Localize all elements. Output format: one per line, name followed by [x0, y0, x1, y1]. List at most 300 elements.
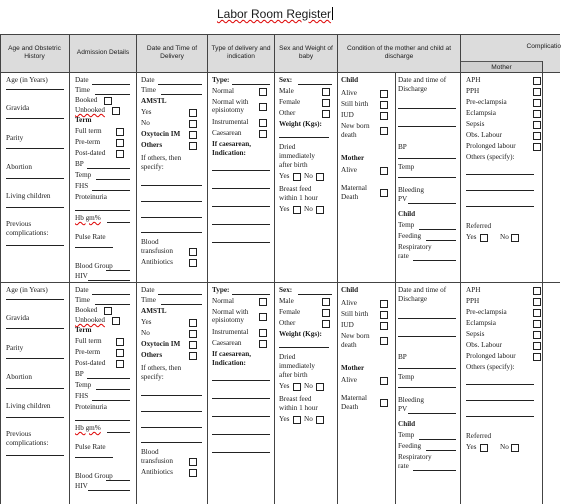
bf-no-label: No: [304, 415, 313, 423]
fill-line[interactable]: [6, 245, 64, 246]
bf-no-checkbox[interactable]: [316, 206, 324, 214]
header-complications: Complicatio: [526, 43, 561, 50]
hb-label: Hb gm%: [75, 214, 101, 222]
dried-yes-checkbox[interactable]: [293, 173, 301, 181]
fill-line[interactable]: [158, 84, 202, 85]
discharge-temp-label: Temp: [398, 163, 415, 171]
maternal-death-checkbox[interactable]: [380, 399, 388, 407]
fill-line[interactable]: [141, 217, 202, 218]
fill-line[interactable]: [212, 170, 270, 171]
respiratory-label: Respiratory: [398, 453, 432, 461]
complications-label: complications:: [6, 439, 49, 447]
eclampsia-checkbox[interactable]: [533, 320, 541, 328]
postdated-checkbox[interactable]: [116, 360, 124, 368]
aph-label: APH: [466, 286, 481, 294]
normal-episiotomy-label: Normal with: [212, 98, 249, 106]
obs-labour-checkbox[interactable]: [533, 132, 541, 140]
fill-line[interactable]: [279, 137, 329, 138]
child-temp-label: Temp: [398, 431, 415, 439]
amstl-no-checkbox[interactable]: [189, 120, 197, 128]
fill-line[interactable]: [141, 232, 202, 233]
pph-checkbox[interactable]: [533, 88, 541, 96]
stillbirth-label: Still birth: [341, 100, 369, 108]
discharge-child-label: Child: [398, 420, 416, 428]
fill-line[interactable]: [466, 174, 534, 175]
bf-yes-checkbox[interactable]: [293, 206, 301, 214]
fill-line[interactable]: [75, 457, 113, 458]
fill-line[interactable]: [466, 190, 534, 191]
header-mother: Mother: [461, 61, 542, 73]
abortion-label: Abortion: [6, 373, 32, 381]
transfusion-label: transfusion: [141, 457, 173, 465]
bf-no-checkbox[interactable]: [316, 416, 324, 424]
immediately-label: immediately: [279, 362, 315, 370]
fill-line[interactable]: [158, 294, 202, 295]
fill-line[interactable]: [141, 427, 202, 428]
dried-label: Dried: [279, 353, 296, 361]
child-label: Child: [341, 76, 359, 84]
fill-line[interactable]: [419, 229, 456, 230]
fullterm-checkbox[interactable]: [116, 128, 124, 136]
fill-line[interactable]: [6, 148, 64, 149]
episiotomy-label: episiotomy: [212, 106, 244, 114]
eclampsia-checkbox[interactable]: [533, 110, 541, 118]
fill-line[interactable]: [88, 280, 130, 281]
after-birth-label: after birth: [279, 371, 308, 379]
newborn-label: New born: [341, 332, 370, 340]
delivery-date-label: Date: [141, 286, 155, 294]
fill-line[interactable]: [398, 368, 456, 369]
fill-line[interactable]: [92, 84, 130, 85]
admission-date-label: Date: [75, 286, 89, 294]
fill-line[interactable]: [426, 450, 456, 451]
fill-line[interactable]: [92, 190, 130, 191]
admission-date-label: Date: [75, 76, 89, 84]
delivery-date-label: Date: [141, 76, 155, 84]
mother-alive-checkbox[interactable]: [380, 377, 388, 385]
fill-line[interactable]: [107, 222, 130, 223]
resp-rate-label: rate: [398, 462, 409, 470]
normal-episiotomy-label: Normal with: [212, 308, 249, 316]
fill-line[interactable]: [87, 378, 130, 379]
preeclampsia-checkbox[interactable]: [533, 309, 541, 317]
prolonged-labour-checkbox[interactable]: [533, 353, 541, 361]
fill-line[interactable]: [96, 179, 130, 180]
amstl-yes-checkbox[interactable]: [189, 319, 197, 327]
fill-line[interactable]: [398, 126, 456, 127]
fill-line[interactable]: [141, 185, 202, 186]
postdated-label: Post-dated: [75, 359, 106, 367]
breastfeed-label: Breast feed: [279, 185, 312, 193]
feeding-label: Feeding: [398, 232, 422, 240]
fill-line[interactable]: [6, 388, 64, 389]
referred-no-checkbox[interactable]: [511, 234, 519, 242]
fill-line[interactable]: [408, 203, 456, 204]
fill-line[interactable]: [298, 294, 332, 295]
header-condition: Condition of the mother and child at discharge: [346, 45, 452, 60]
oxytocin-label: Oxytocin IM: [141, 130, 181, 138]
living-children-label: Living children: [6, 402, 51, 410]
maternal-death-label: Death: [341, 193, 359, 201]
complications-label: complications:: [6, 229, 49, 237]
parity-label: Parity: [6, 344, 24, 352]
complication-others-label: Others (specify):: [466, 153, 515, 161]
aph-checkbox[interactable]: [533, 77, 541, 85]
discharge-label: Discharge: [398, 295, 428, 303]
aph-checkbox[interactable]: [533, 287, 541, 295]
maternal-death-checkbox[interactable]: [380, 189, 388, 197]
other-label: Other: [279, 109, 296, 117]
term-label: Term: [75, 326, 92, 334]
fill-line[interactable]: [398, 318, 456, 319]
normal-checkbox[interactable]: [259, 88, 267, 96]
sepsis-label: Sepsis: [466, 120, 485, 128]
indication-label: Indication:: [212, 149, 246, 157]
sex-label: Sex:: [279, 286, 293, 294]
iud-label: IUD: [341, 321, 354, 329]
caesarean-checkbox[interactable]: [259, 340, 267, 348]
previous-label: Previous: [6, 430, 32, 438]
referred-no-checkbox[interactable]: [511, 444, 519, 452]
fullterm-label: Full term: [75, 337, 102, 345]
bf-no-label: No: [304, 205, 313, 213]
amstl-yes-label: Yes: [141, 318, 152, 326]
discharge-bp-label: BP: [398, 353, 407, 361]
other-checkbox[interactable]: [322, 320, 330, 328]
fill-line[interactable]: [466, 206, 534, 207]
fill-line[interactable]: [398, 336, 456, 337]
transfusion-checkbox[interactable]: [189, 458, 197, 466]
eclampsia-label: Eclampsia: [466, 109, 496, 117]
unbooked-label: Unbooked: [75, 316, 105, 324]
antibiotics-checkbox[interactable]: [189, 469, 197, 477]
prolonged-labour-label: Prolonged labour: [466, 142, 516, 150]
maternal-death-label: Death: [341, 403, 359, 411]
admission-time-label: Time: [75, 86, 90, 94]
obs-labour-label: Obs. Labour: [466, 341, 502, 349]
maternal-label: Maternal: [341, 184, 367, 192]
obs-labour-checkbox[interactable]: [533, 342, 541, 350]
discharge-child-label: Child: [398, 210, 416, 218]
death-label: death: [341, 131, 357, 139]
breastfeed-label: Breast feed: [279, 395, 312, 403]
episiotomy-checkbox[interactable]: [259, 103, 267, 111]
instrumental-label: Instrumental: [212, 328, 249, 336]
fill-line[interactable]: [95, 94, 130, 95]
living-children-label: Living children: [6, 192, 51, 200]
header-admission: Admission Details: [76, 49, 130, 56]
female-label: Female: [279, 308, 301, 316]
fill-line[interactable]: [419, 439, 456, 440]
header-delivery-type: Type of delivery and indication: [211, 45, 271, 60]
male-checkbox[interactable]: [322, 88, 330, 96]
instrumental-checkbox[interactable]: [259, 329, 267, 337]
others-checkbox[interactable]: [189, 142, 197, 150]
death-label: death: [341, 341, 357, 349]
age-label: Age (in Years): [6, 76, 48, 84]
fill-line[interactable]: [141, 201, 202, 202]
child-alive-label: Alive: [341, 299, 357, 307]
stillbirth-checkbox[interactable]: [380, 311, 388, 319]
oxytocin-label: Oxytocin IM: [141, 340, 181, 348]
header-delivery-time: Date and Time of Delivery: [146, 45, 198, 60]
fill-line[interactable]: [212, 242, 270, 243]
mother-alive-label: Alive: [341, 166, 357, 174]
referred-label: Referred: [466, 432, 492, 440]
after-birth-label: after birth: [279, 161, 308, 169]
complication-others-label: Others (specify):: [466, 363, 515, 371]
feeding-label: Feeding: [398, 442, 422, 450]
delivery-time-label: Time: [141, 86, 156, 94]
dried-yes-label: Yes: [279, 172, 290, 180]
term-label: Term: [75, 116, 92, 124]
others-label: Others: [141, 141, 163, 149]
referred-yes-checkbox[interactable]: [480, 444, 488, 452]
fill-line[interactable]: [6, 455, 64, 456]
temp-label: Temp: [75, 381, 92, 389]
female-label: Female: [279, 98, 301, 106]
fill-line[interactable]: [212, 224, 270, 225]
fill-line[interactable]: [161, 304, 202, 305]
child-alive-checkbox[interactable]: [380, 300, 388, 308]
male-checkbox[interactable]: [322, 298, 330, 306]
fill-line[interactable]: [96, 389, 130, 390]
male-label: Male: [279, 87, 294, 95]
fill-line[interactable]: [398, 387, 456, 388]
normal-label: Normal: [212, 87, 234, 95]
fill-line[interactable]: [92, 294, 130, 295]
preeclampsia-checkbox[interactable]: [533, 99, 541, 107]
sepsis-checkbox[interactable]: [533, 121, 541, 129]
child-alive-checkbox[interactable]: [380, 90, 388, 98]
fill-line[interactable]: [6, 207, 64, 208]
caesarean-checkbox[interactable]: [259, 130, 267, 138]
fill-line[interactable]: [6, 417, 64, 418]
fill-line[interactable]: [6, 328, 64, 329]
fill-line[interactable]: [212, 434, 270, 435]
obs-labour-label: Obs. Labour: [466, 131, 502, 139]
parity-label: Parity: [6, 134, 24, 142]
fill-line[interactable]: [87, 168, 130, 169]
caesarean-label: Caesarean: [212, 129, 242, 137]
caesarean-label: Caesarean: [212, 339, 242, 347]
fill-line[interactable]: [107, 432, 130, 433]
dried-yes-label: Yes: [279, 382, 290, 390]
fill-line[interactable]: [398, 108, 456, 109]
instrumental-checkbox[interactable]: [259, 119, 267, 127]
iud-label: IUD: [341, 111, 354, 119]
referred-yes-checkbox[interactable]: [480, 234, 488, 242]
fill-line[interactable]: [212, 188, 270, 189]
sepsis-checkbox[interactable]: [533, 331, 541, 339]
amstl-no-checkbox[interactable]: [189, 330, 197, 338]
gravida-label: Gravida: [6, 314, 30, 322]
bf-yes-checkbox[interactable]: [293, 416, 301, 424]
mother-label: Mother: [341, 154, 365, 162]
bf-yes-label: Yes: [279, 415, 290, 423]
child-label: Child: [341, 286, 359, 294]
pph-checkbox[interactable]: [533, 298, 541, 306]
pv-label: PV: [398, 405, 408, 413]
fullterm-label: Full term: [75, 127, 102, 135]
preterm-checkbox[interactable]: [116, 139, 124, 147]
transfusion-label: transfusion: [141, 247, 173, 255]
fill-line[interactable]: [212, 452, 270, 453]
antibiotics-checkbox[interactable]: [189, 259, 197, 267]
fill-line[interactable]: [466, 416, 534, 417]
dried-yes-checkbox[interactable]: [293, 383, 301, 391]
amstl-yes-checkbox[interactable]: [189, 109, 197, 117]
maternal-label: Maternal: [341, 394, 367, 402]
if-caesarean-label: If caesarean,: [212, 350, 251, 358]
within-hour-label: within 1 hour: [279, 194, 318, 202]
blood-label: Blood: [141, 448, 159, 456]
fill-line[interactable]: [75, 210, 130, 211]
fill-line[interactable]: [212, 416, 270, 417]
fill-line[interactable]: [6, 299, 64, 300]
fill-line[interactable]: [232, 84, 270, 85]
specify-label: specify:: [141, 373, 164, 381]
oxytocin-checkbox[interactable]: [189, 341, 197, 349]
preterm-label: Pre-term: [75, 138, 101, 146]
fill-line[interactable]: [95, 304, 130, 305]
immediately-label: immediately: [279, 152, 315, 160]
if-caesarean-label: If caesarean,: [212, 140, 251, 148]
fill-line[interactable]: [141, 395, 202, 396]
episiotomy-label: episiotomy: [212, 316, 244, 324]
fill-line[interactable]: [141, 411, 202, 412]
fill-line[interactable]: [106, 480, 130, 481]
unbooked-checkbox[interactable]: [112, 107, 120, 115]
fill-line[interactable]: [6, 358, 64, 359]
other-label: Other: [279, 319, 296, 327]
transfusion-checkbox[interactable]: [189, 248, 197, 256]
newborn-death-checkbox[interactable]: [380, 127, 388, 135]
others-checkbox[interactable]: [189, 352, 197, 360]
female-checkbox[interactable]: [322, 99, 330, 107]
normal-checkbox[interactable]: [259, 298, 267, 306]
fill-line[interactable]: [75, 420, 130, 421]
prolonged-labour-checkbox[interactable]: [533, 143, 541, 151]
iud-checkbox[interactable]: [380, 322, 388, 330]
preeclampsia-label: Pre-eclampsia: [466, 98, 507, 106]
fill-line[interactable]: [212, 398, 270, 399]
type-label: Type:: [212, 286, 230, 294]
fill-line[interactable]: [141, 442, 202, 443]
fill-line[interactable]: [75, 247, 113, 248]
fill-line[interactable]: [413, 260, 456, 261]
admission-time-label: Time: [75, 296, 90, 304]
stillbirth-label: Still birth: [341, 310, 369, 318]
discharge-temp-label: Temp: [398, 373, 415, 381]
booked-checkbox[interactable]: [104, 307, 112, 315]
fill-line[interactable]: [6, 178, 64, 179]
fill-line[interactable]: [408, 413, 456, 414]
antibiotics-label: Antibiotics: [141, 258, 173, 266]
fill-line[interactable]: [413, 470, 456, 471]
header-sex-weight: Sex and Weight of baby: [279, 45, 333, 60]
blood-group-label: Blood Group: [75, 262, 113, 270]
proteinuria-label: Proteinuria: [75, 193, 107, 201]
dried-no-checkbox[interactable]: [316, 383, 324, 391]
fill-line[interactable]: [88, 490, 130, 491]
page-title: Labor Room Register: [216, 7, 332, 21]
amstl-label: AMSTL: [141, 307, 167, 315]
dried-no-label: No: [304, 382, 313, 390]
preterm-checkbox[interactable]: [116, 349, 124, 357]
mother-alive-checkbox[interactable]: [380, 167, 388, 175]
preeclampsia-label: Pre-eclampsia: [466, 308, 507, 316]
dried-no-label: No: [304, 172, 313, 180]
bf-yes-label: Yes: [279, 205, 290, 213]
bp-label: BP: [75, 370, 84, 378]
fill-line[interactable]: [106, 270, 130, 271]
age-label: Age (in Years): [6, 286, 48, 294]
episiotomy-checkbox[interactable]: [259, 313, 267, 321]
referred-no-label: No: [500, 443, 509, 451]
iud-checkbox[interactable]: [380, 112, 388, 120]
indication-label: Indication:: [212, 359, 246, 367]
others-label: Others: [141, 351, 163, 359]
male-label: Male: [279, 297, 294, 305]
mother-alive-label: Alive: [341, 376, 357, 384]
booked-checkbox[interactable]: [104, 97, 112, 105]
fhs-label: FHS: [75, 392, 89, 400]
referred-no-label: No: [500, 233, 509, 241]
previous-label: Previous: [6, 220, 32, 228]
fill-line[interactable]: [212, 380, 270, 381]
referred-yes-label: Yes: [466, 233, 477, 241]
postdated-checkbox[interactable]: [116, 150, 124, 158]
dried-no-checkbox[interactable]: [316, 173, 324, 181]
referred-label: Referred: [466, 222, 492, 230]
other-checkbox[interactable]: [322, 110, 330, 118]
fill-line[interactable]: [426, 240, 456, 241]
amstl-label: AMSTL: [141, 97, 167, 105]
discharge-time-label: Date and time of: [398, 286, 447, 294]
fill-line[interactable]: [92, 400, 130, 401]
fill-line[interactable]: [466, 384, 534, 385]
fullterm-checkbox[interactable]: [116, 338, 124, 346]
hiv-label: HIV: [75, 482, 88, 490]
fill-line[interactable]: [398, 158, 456, 159]
pulse-label: Pulse Rate: [75, 443, 106, 451]
oxytocin-checkbox[interactable]: [189, 131, 197, 139]
dried-label: Dried: [279, 143, 296, 151]
blood-group-label: Blood Group: [75, 472, 113, 480]
type-label: Type:: [212, 76, 230, 84]
sex-label: Sex:: [279, 76, 293, 84]
female-checkbox[interactable]: [322, 309, 330, 317]
fill-line[interactable]: [398, 177, 456, 178]
newborn-death-checkbox[interactable]: [380, 337, 388, 345]
fill-line[interactable]: [466, 400, 534, 401]
within-hour-label: within 1 hour: [279, 404, 318, 412]
pph-label: PPH: [466, 297, 480, 305]
unbooked-label: Unbooked: [75, 106, 105, 114]
postdated-label: Post-dated: [75, 149, 106, 157]
fill-line[interactable]: [212, 206, 270, 207]
fill-line[interactable]: [298, 84, 332, 85]
fill-line[interactable]: [232, 294, 270, 295]
unbooked-checkbox[interactable]: [112, 317, 120, 325]
fill-line[interactable]: [161, 94, 202, 95]
respiratory-label: Respiratory: [398, 243, 432, 251]
stillbirth-checkbox[interactable]: [380, 101, 388, 109]
fill-line[interactable]: [279, 347, 329, 348]
fill-line[interactable]: [6, 89, 64, 90]
fill-line[interactable]: [6, 118, 64, 119]
